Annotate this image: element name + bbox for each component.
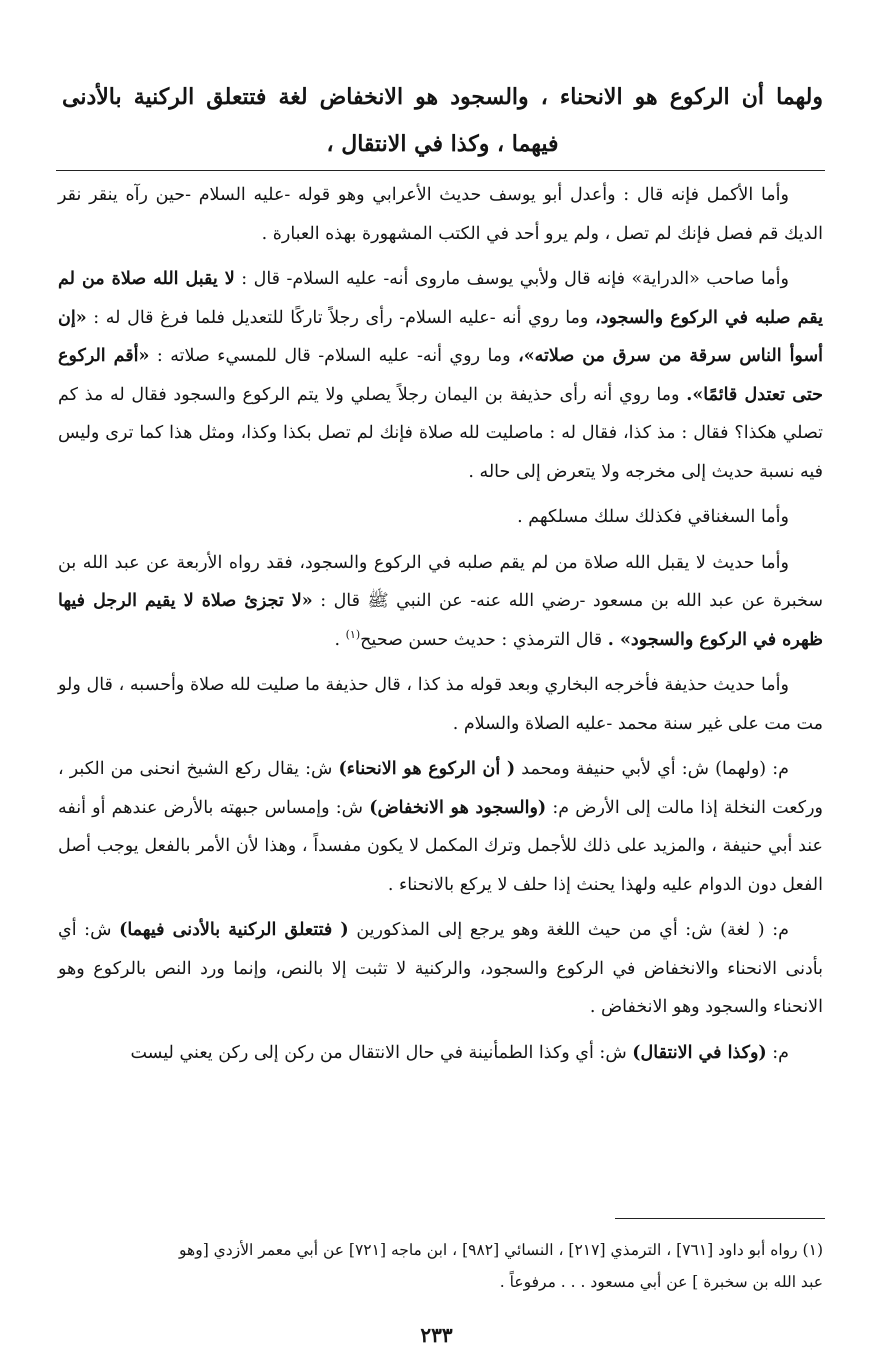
paragraph-hudhayfa: وأما حديث حذيفة فأخرجه البخاري وبعد قوله مذ كذا ، قال حذيفة ما صليت لله صلاة وأحسبه ، قال ولو مت مت على غير سنة محمد -عليه الصلاة والسلام . xyxy=(58,675,823,734)
commentary-body xyxy=(58,176,823,1079)
paragraph-sighnaqi: وأما السغناقي فكذلك سلك مسلكهم . xyxy=(517,507,789,527)
matn-quote: ( أن الركوع هو الانحناء) xyxy=(338,759,516,779)
matn-quote: (والسجود هو الانخفاض) xyxy=(369,797,547,818)
hadith-quote: «إن أسوأ الناس سرقة من سرق من صلاته»، xyxy=(58,307,823,366)
hadith-quote: «أقم الركوع حتى تعتدل قائمًا». xyxy=(58,346,823,405)
footnote-marker[interactable]: (١) xyxy=(345,627,361,641)
footnote xyxy=(90,1234,823,1298)
paragraph-hadith-takhrij: وأما حديث لا يقبل الله صلاة من لم يقم صلبه في الركوع والسجود، فقد رواه الأربعة عن عبد الله بن سخبرة عن عبد الله بن مسعود -رضي الله عنه- عن النبي ﷺ قال : «لا تجزئ صلاة لا يقيم الرجل فيها ظهره في الركوع والسجود» . قال الترمذي : حديث حسن صحيح$^{(١)}$ . xyxy=(58,552,823,650)
matn-heading: ولهما أن الركوع هو الانحناء ، والسجود هو الانخفاض لغة فتتعلق الركنية بالأدنى فيهما ، وكذا في الانتقال ، xyxy=(62,84,823,157)
hadith-quote: لا يقبل الله صلاة من لم يقم صلبه في الركوع والسجود، xyxy=(58,269,823,328)
matn-divider xyxy=(56,170,825,171)
paragraph-walahuma: م: (ولهما) ش: أي لأبي حنيفة ومحمد ( أن الركوع هو الانحناء) ش: يقال ركع الشيخ انحنى من الكبر ، وركعت النخلة إذا مالت إلى الأرض م: (والسجود هو الانخفاض) ش: وإمساس جبهته بالأرض عندهم أو أنفه عند أبي حنيفة ، والمزيد على ذلك للأجمل وترك المكمل لا يكون مفسداً ، وهذا لأن الأمر بالفعل يوجب أصل الفعل دون الدوام عليه ولهذا يحنث إذا حلف لا يركع بالانحناء . xyxy=(58,759,823,895)
matn-quote: ( فتتعلق الركنية بالأدنى فيهما) xyxy=(119,920,349,940)
footnote-line: عبد الله بن سخبرة ] عن أبي مسعود . . . مرفوعاً . xyxy=(499,1273,823,1291)
page-number: ٢٣٣ xyxy=(420,1323,453,1347)
paragraph-intiqal: م: (وكذا في الانتقال) ش: أي وكذا الطمأنينة في حال الانتقال من ركن إلى ركن يعني ليست xyxy=(130,1042,789,1063)
paragraph-lugha: م: ( لغة) ش: أي من حيث اللغة وهو يرجع إلى المذكورين ( فتتعلق الركنية بالأدنى فيهما) ش: أي بأدنى الانحناء والانخفاض في الركوع والسجود، والركنية لا تثبت إلا بالنص، وإنما ورد النص بالركوع وهو الانحناء والسجود وهو الانخفاض . xyxy=(58,920,823,1017)
paragraph-akmal: وأما الأكمل فإنه قال : وأعدل أبو يوسف حديث الأعرابي وهو قوله -عليه السلام -حين رآه ينقر نقر الديك قم فصل فإنك لم تصل ، ولم يرو أحد في الكتب المشهورة بهذه العبارة . xyxy=(58,185,823,244)
paragraph-diraya: وأما صاحب «الدراية» فإنه قال ولأبي يوسف ماروى أنه- عليه السلام- قال : لا يقبل الله صلاة من لم يقم صلبه في الركوع والسجود، وما روي أنه -عليه السلام- رأى رجلاً تاركًا للتعديل فلما فرغ قال له : «إن أسوأ الناس سرقة من سرق من صلاته»، وما روي أنه- عليه السلام- قال للمسيء صلاته : «أقم الركوع حتى تعتدل قائمًا». وما روي أنه رأى حذيفة بن اليمان رجلاً يصلي ولا يتم الركوع والسجود فقال له مذ كم تصلي هكذا؟ فقال : مذ كذا، فقال له : ماصليت لله صلاة فإنك لم تصل بكذا وكذا، ومثل هذا كما ترى وليس فيه نسبة حديث إلى مخرجه ولا يتعرض إلى حاله . xyxy=(58,269,823,482)
hadith-quote: «لا تجزئ صلاة لا يقيم الرجل فيها ظهره في الركوع والسجود» . xyxy=(58,591,823,650)
footnote-divider xyxy=(615,1218,825,1219)
matn-quote: (وكذا في الانتقال) xyxy=(632,1042,767,1063)
footnote-line: (١) رواه أبو داود [٧٦١] ، الترمذي [٢١٧] ، النسائي [٩٨٢] ، ابن ماجه [٧٢١] عن أبي معمر الأزدي [وهو xyxy=(179,1241,823,1259)
